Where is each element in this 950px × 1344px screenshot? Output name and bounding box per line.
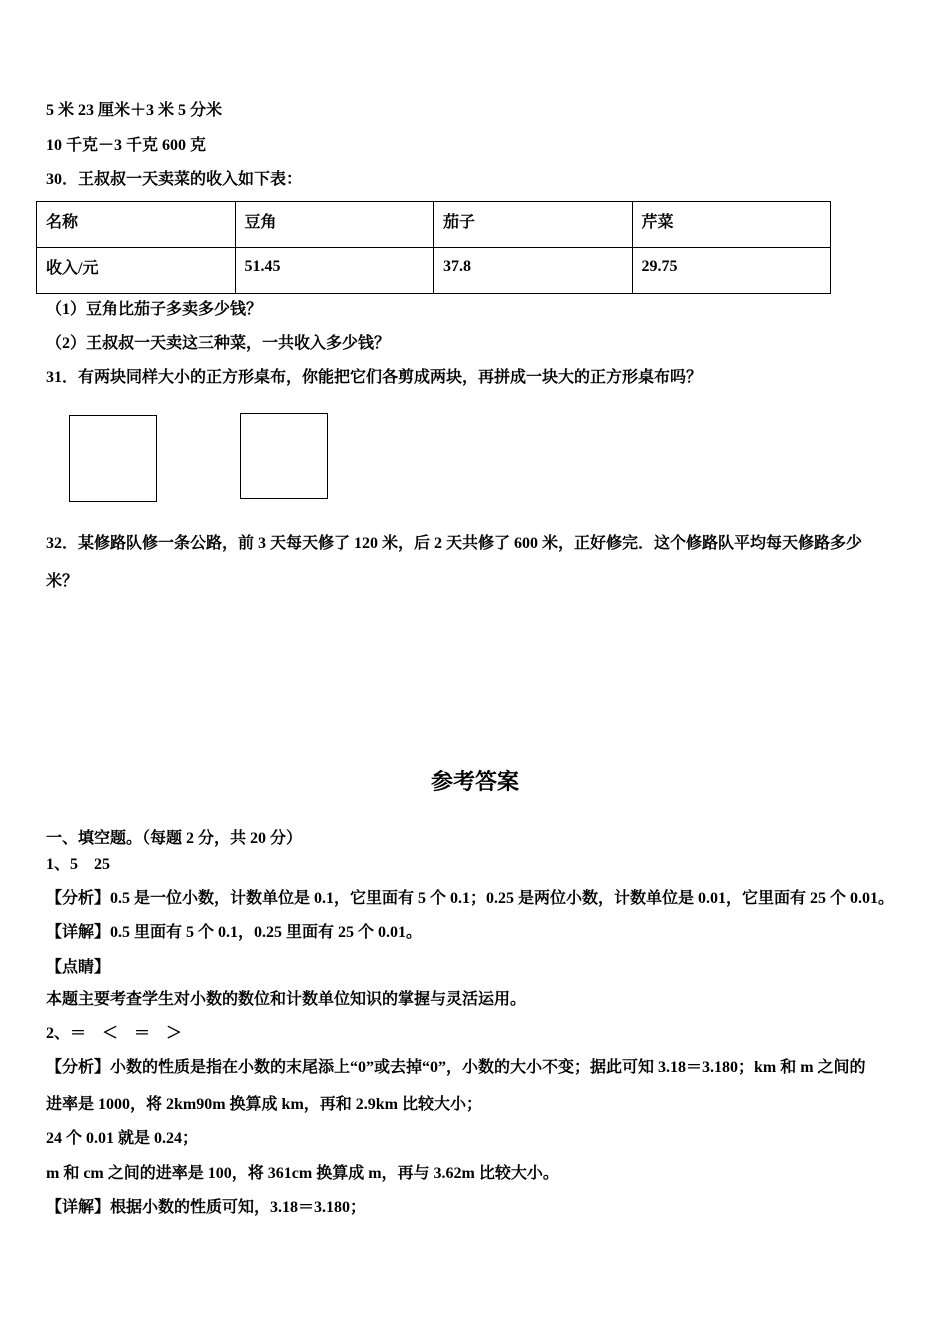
square-tablecloth-2: [240, 413, 328, 499]
table-cell: 29.75: [641, 257, 678, 275]
answer-line: 进率是 1000，将 2km90m 换算成 km，再和 2.9km 比较大小；: [46, 1096, 483, 1113]
answer-title: 参考答案: [430, 769, 519, 794]
answer-line: 2、＝ ＜ ＝ ＞: [46, 1025, 183, 1042]
sub-question: （1）豆角比茄子多卖多少钱？: [46, 301, 263, 318]
sub-question: （2）王叔叔一天卖这三种菜，一共收入多少钱？: [46, 335, 391, 352]
table-cell: 37.8: [443, 257, 471, 275]
table-header-row: [37, 202, 831, 248]
answer-line: 【详解】根据小数的性质可知，3.18＝3.180；: [46, 1199, 367, 1216]
table-cell: 芹菜: [641, 214, 674, 231]
income-table: [36, 201, 831, 294]
answer-line: 【分析】小数的性质是指在小数的末尾添上“0”或去掉“0”，小数的大小不变；据此可知 3.18＝3.180；km 和 m 之间的: [46, 1059, 866, 1076]
answer-line: 【分析】0.5 是一位小数，计数单位是 0.1，它里面有 5 个 0.1；0.25 是两位小数，计数单位是 0.01，它里面有 25 个 0.01。: [46, 890, 895, 907]
table-cell: 51.45: [244, 257, 281, 275]
table-cell: 茄子: [443, 214, 476, 231]
answer-line: 本题主要考查学生对小数的数位和计数单位知识的掌握与灵活运用。: [46, 991, 527, 1008]
question-30: 30．王叔叔一天卖菜的收入如下表：: [46, 171, 303, 188]
question-31: 31．有两块同样大小的正方形桌布，你能把它们各剪成两块，再拼成一块大的正方形桌布吗？: [46, 369, 703, 386]
answer-line: 【点睛】: [46, 959, 111, 976]
table-cell: 豆角: [244, 214, 277, 231]
question-32-cont: 米？: [46, 573, 79, 590]
table-cell: 名称: [46, 214, 79, 231]
text-line: 10 千克－3 千克 600 克: [46, 137, 207, 154]
answer-line: 【详解】0.5 里面有 5 个 0.1，0.25 里面有 25 个 0.01。: [46, 924, 423, 941]
section-heading: 一、填空题。（每题 2 分，共 20 分）: [46, 830, 303, 847]
table-cell: 收入/元: [46, 260, 99, 277]
square-tablecloth-1: [69, 415, 157, 502]
answer-line: 24 个 0.01 就是 0.24；: [46, 1130, 199, 1147]
answer-line: m 和 cm 之间的进率是 100，将 361cm 换算成 m，再与 3.62m 比较大小。: [46, 1165, 559, 1182]
text-line: 5 米 23 厘米＋3 米 5 分米: [46, 102, 223, 119]
question-32: 32．某修路队修一条公路，前 3 天每天修了 120 米，后 2 天共修了 600 米，正好修完．这个修路队平均每天修路多少: [46, 535, 863, 552]
answer-line: 1、5 25: [46, 856, 111, 873]
table-row: [37, 248, 831, 294]
